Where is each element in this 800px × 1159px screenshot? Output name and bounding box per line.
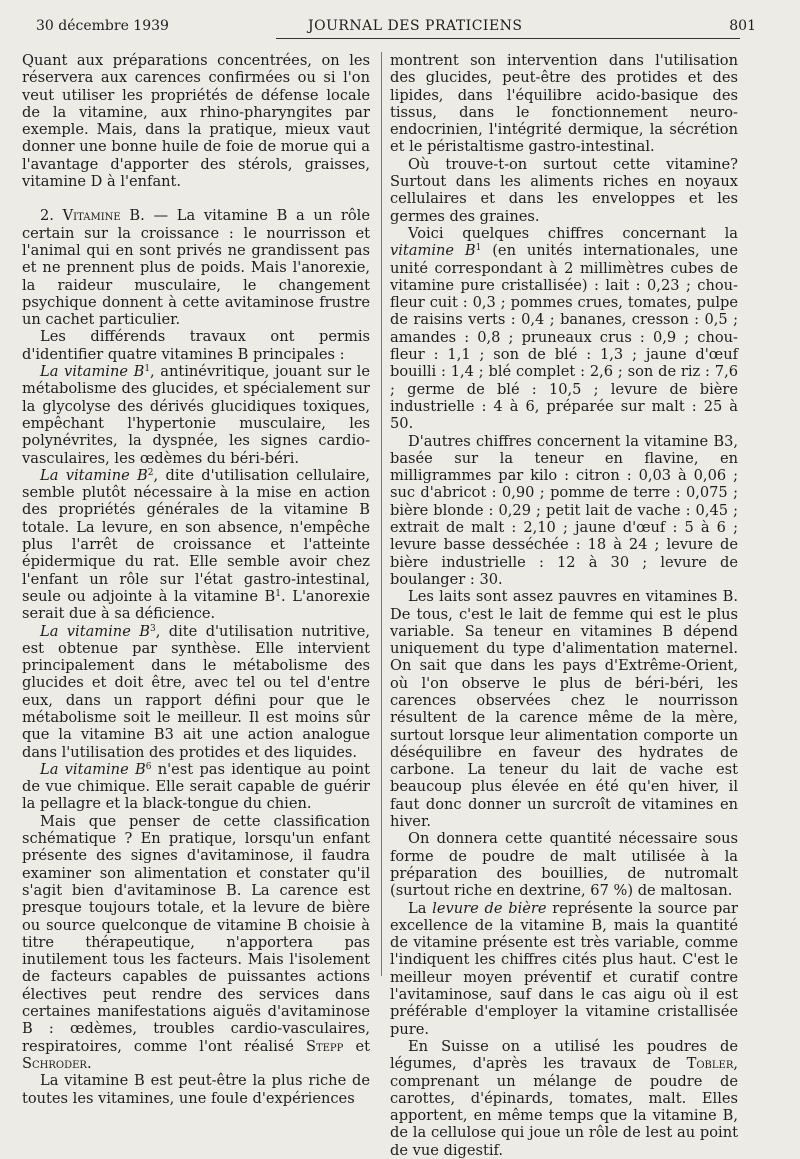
superscript: 1 [275,588,282,599]
paragraph-text: (en unités internationales, une unité correspondant à 2 millimètres cubes de vitamine pure cristallisée) : lait : 0,23 ; chou-fleur cuit : 0,3 ; pommes crues, tomates, pulpe de raisins verts : 0,4 ; bananes, cresson : 0,5 ; amandes : 0,8 ; pruneaux crus : 0,9 ; chou-fleur : 1,1 ; son de blé : 1,3 ; jaune d'œuf bouilli : 1,4 ; blé complet : 2,6 ; son de riz : 7,6 ; germe de blé : 10,5 ; levure de bière industrielle : 4 à 6, préparée sur malt : 25 à 50. [390,242,738,433]
paragraph: La vitamine B est peut-être la plus riche de toutes les vitamines, une foule d'expériences [22,1072,370,1107]
paragraph-text: En Suisse on a utilisé les poudres de légumes, d'après les travaux de [390,1037,738,1073]
header-date: 30 décembre 1939 [36,18,169,34]
paragraph: montrent son intervention dans l'utilisation des glucides, peut-être des protides et des lipides, dans l'équilibre acido-basique des tissus, dans le fonctionnement neuro-endocrinien, l'intégrité dermique, la sécrétion et le péristaltisme gastro-intestinal. [390,52,738,156]
superscript: 6 [145,761,152,772]
paragraph-text: , comprenant un mélange de poudre de carottes, d'épinards, tomates, malt. Elles apportent, en même temps que la vitamine B, de la cellulose qui joue un rôle de lest au point de vue digestif. [390,1055,738,1159]
author-name: Schroder [22,1054,87,1072]
paragraph-text: . L'anorexie serait due à sa déficience. [22,587,370,623]
conjunction: et [343,1037,370,1055]
section-vitamin-b [22,207,370,328]
term-label: levure de bière [432,899,547,917]
paragraph [22,813,370,1072]
term-label: vitamine B [390,242,476,260]
paragraph-text: Mais que penser de cette classification schématique ? En pratique, lorsqu'un enfant présente des signes d'avitaminose, il faudra examiner son alimentation et constater qu'il s'agit bien d'avitaminose B. La carence est presque toujours totale, et la levure de bière ou source quelconque de vitamine B choisie à titre thérapeutique, n'apportera pas inutilement tous les facteurs. Mais l'isolement de facteurs capables de puissantes actions électives peut rendre des services dans certaines manifestations aiguës d'avitaminose B : œdèmes, troubles cardio-vasculaires, respiratoires, comme l'ont réalisé [22,812,370,1055]
paragraph-vitamin-b6 [22,761,370,813]
paragraph: On donnera cette quantité nécessaire sous forme de poudre de malt utilisée à la préparation des bouillies, de nutromalt (surtout riche en dextrine, 67 %) de maltosan. [390,830,738,900]
superscript: 3 [149,623,156,634]
paragraph-vitamin-b1 [22,363,370,467]
paragraph: Où trouve-t-on surtout cette vitamine? Surtout dans les aliments riches en noyaux cellulaires et dans les enveloppes et les germes des graines. [390,155,738,225]
left-column [22,52,370,1107]
page-number: 801 [729,18,756,34]
author-name: Stepp [305,1037,344,1055]
paragraph-text: , antinévritique, jouant sur le métabolisme des glucides, et spécialement sur la glycolyse des dérivés glucidiques toxiques, empêchant l'hypertonie musculaire, les polynévrites, la dyspnée, les signes cardio-vasculaires, les œdèmes du béri-béri. [22,363,370,467]
paragraph: Les différends travaux ont permis d'identifier quatre vitamines B principales : [22,328,370,363]
paragraph-text: , dite d'utilisation nutritive, est obtenue par synthèse. Elle intervient principalement dans le métabolisme des glucides et doit être, avec tel ou tel d'entre eux, dans un rapport défini pour que le métabolisme soit le meilleur. Il est moins sûr que la vitamine B3 ait une action analogue dans l'utilisation des protides et des liquides. [22,622,371,761]
superscript: 1 [475,243,482,254]
paragraph [390,900,738,1038]
paragraph [390,225,738,433]
superscript: 1 [144,364,151,375]
column-divider [381,52,382,976]
paragraph-text: , dite d'utilisation cellulaire, semble plutôt nécessaire à la mise en action des propriétés générales de la vitamine B totale. La levure, en son absence, n'empêche plus l'arrêt de croissance et l'atteinte épidermique du rat. Elle semble avoir chez l'enfant un rôle sur l'état gastro-intestinal, seule ou adjointe à la vitamine B [22,466,370,605]
paragraph-vitamin-b3 [22,623,370,761]
paragraph-text: La [408,899,433,917]
journal-title: JOURNAL DES PRATICIENS [308,18,523,34]
punctuation: . [86,1054,92,1072]
paragraph-text: — La vitamine B a un rôle certain sur la croissance : le nourrisson et l'animal qui en sont privés ne grandissent pas et ne prennent plus de poids. Mais l'anorexie, la raideur musculaire, le changement psychique donnent à cette avitaminose frustre un cachet particulier. [22,207,370,329]
paragraph: D'autres chiffres concernent la vitamine B3, basée sur la teneur en flavine, en milligrammes par kilo : citron : 0,03 à 0,06 ; suc d'abricot : 0,90 ; pomme de terre : 0,075 ; bière blonde : 0,29 ; petit lait de vache : 0,45 ; extrait de malt : 2,10 ; jaune d'œuf : 5 à 6 ; levure basse desséchée : 18 à 24 ; levure de bière industrielle : 12 à 30 ; levure de boulanger : 30. [390,432,738,588]
term-label: La vitamine B [40,363,145,381]
term-label: La vitamine B [40,622,150,640]
section-number: 2. [40,207,63,225]
header-rule [276,38,740,39]
paragraph: Quant aux préparations concentrées, on les réservera aux carences confirmées ou si l'on veut utiliser les propriétés de défense locale de la vitamine, aux rhino-pharyngites par exemple. Mais, dans la pratique, mieux vaut donner une bonne huile de foie de morue qui a l'avantage d'apporter des stérols, graisses, vitamine D à l'enfant. [22,52,370,191]
paragraph-text: Voici quelques chiffres concernant la [408,224,738,242]
paragraph: Les laits sont assez pauvres en vitamines B. De tous, c'est le lait de femme qui est le plus variable. Sa teneur en vitamines B dépend uniquement du type d'alimentation maternel. On sait que dans les pays d'Extrême-Orient, où l'on observe le plus de béri-béri, les carences observées chez le nourrisson résultent de la carence même de la mère, surtout lorsque leur alimentation comporte un déséquilibre en faveur des hydrates de carbone. La teneur du lait de vache est beaucoup plus élevée en été qu'en hiver, il faut donc donner un surcroît de vitamines en hiver. [390,588,738,831]
term-label: La vitamine B [40,760,146,778]
section-heading: Vitamine B. [62,207,145,225]
paragraph-vitamin-b2 [22,467,370,623]
page-header [36,18,756,38]
right-column [390,52,738,1159]
paragraph-text: n'est pas identique au point de vue chimique. Elle serait capable de guérir la pellagre et la black-tongue du chien. [22,760,370,813]
author-name: Tobler [686,1055,734,1073]
term-label: La vitamine B [40,466,148,484]
superscript: 2 [147,467,154,478]
paragraph-text: représente la source par excellence de la vitamine B, mais la quantité de vitamine présente est très variable, comme l'indiquent les chiffres cités plus haut. C'est le meilleur moyen préventif et curatif contre l'avitaminose, sauf dans le cas aigu où il est préférable d'employer la vitamine cristallisée pure. [390,899,739,1038]
paragraph [390,1038,738,1159]
